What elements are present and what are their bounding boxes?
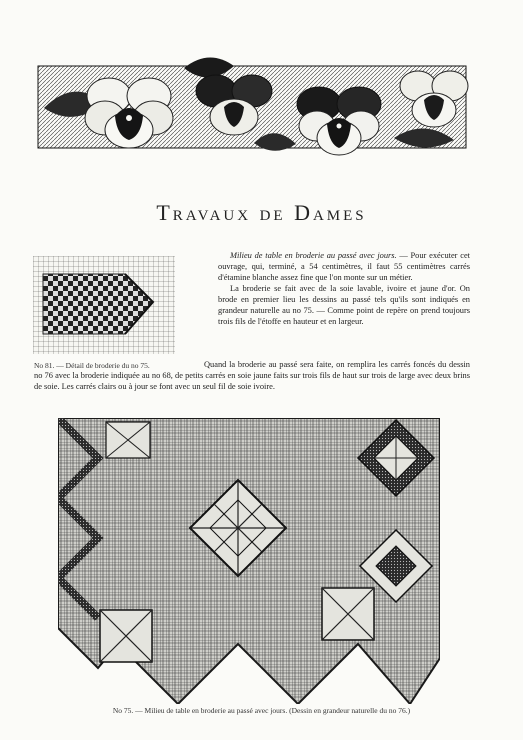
article-title: Travaux de Dames [156,200,367,225]
paragraph-1-text: — Pour exécuter cet ouvrage, qui, terminé, a 54 centimètres, il faut 55 centimètres carrés d'étamine blanche assez fine que l'on monte sur un métier. [218,251,470,282]
lead-phrase: Milieu de table en broderie au passé avec jours. [230,251,397,260]
lace-table-center-figure [58,418,440,704]
paragraph-2: La broderie se fait avec de la soie lavable, ivoire et jaune d'or. On brode en premier lieu les dessins au passé tels qu'ils sont indiqués en grandeur naturelle au no 75. — Comme point de repère on prend toujours trois fils de l'étoffe en hauteur et en largeur. [218,284,470,326]
full-width-paragraph [34,359,470,392]
paragraph-3: Quand la broderie au passé sera faite, on remplira les carrés foncés du dessin no 76 avec la broderie indiquée au no 68, de petits carrés en soie jaune faits sur trois fils de haut sur trois de large avec deux brins de soie. Les carrés clairs ou à jour se font avec un seul fil de soie ivoire. [34,360,470,391]
large-figure-caption: No 75. — Milieu de table en broderie au passé avec jours. (Dessin en grandeur naturelle du no 76.) [112,706,411,715]
embroidery-detail-figure [33,256,175,354]
paragraph-1 [218,250,470,283]
pansy-vignette-illustration [34,48,470,158]
small-figure-caption: No 81. — Détail de broderie du no 75. [34,361,150,370]
article-column [218,250,470,327]
